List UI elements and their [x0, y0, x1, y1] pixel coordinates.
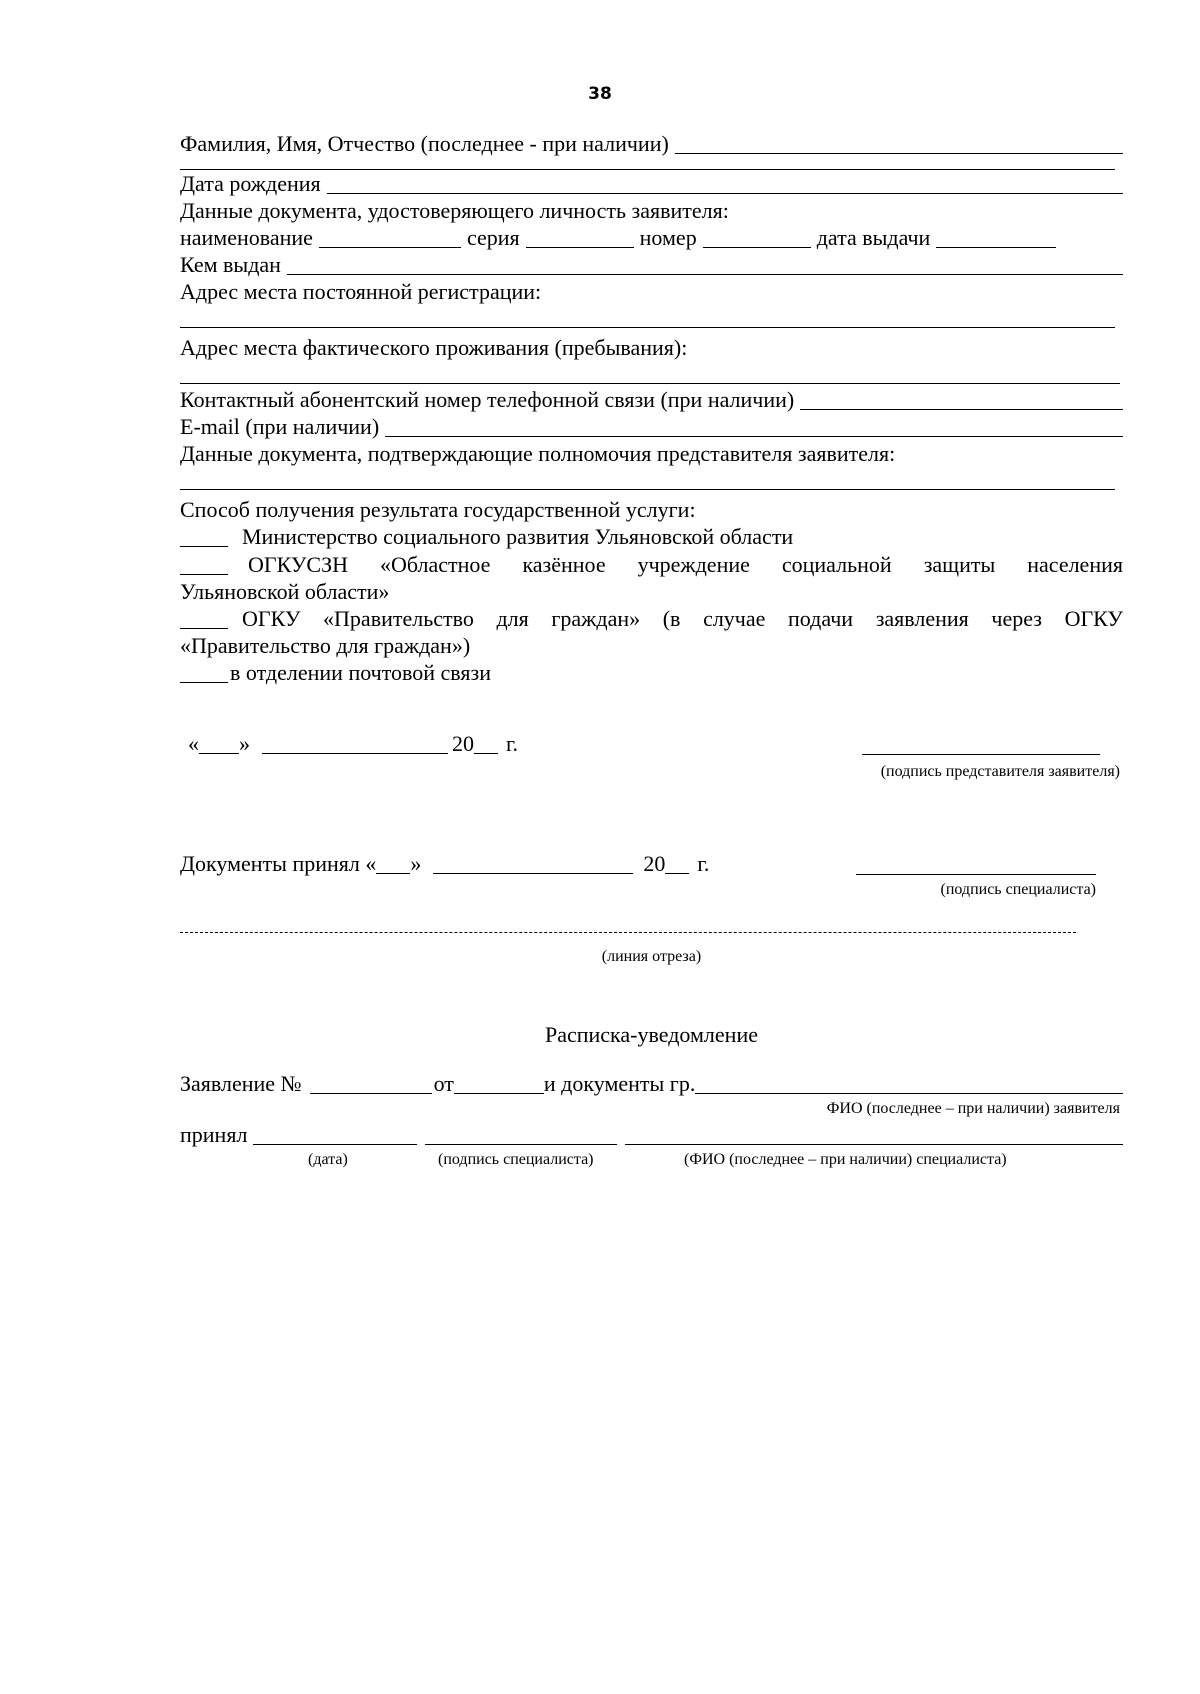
notice-title: Расписка-уведомление — [544, 1022, 758, 1047]
fio-label: Фамилия, Имя, Отчество (последнее - при наличии) — [180, 131, 669, 156]
option-government-label-2-row — [180, 632, 1123, 659]
doc-series-label: серия — [466, 225, 520, 250]
accepted-label: Документы принял « — [180, 851, 377, 876]
receipt-option-ministry — [180, 523, 1123, 550]
receipt-method-title: Способ получения результата государственной услуги: — [180, 497, 696, 522]
option-government-label-2: «Правительство для граждан») — [180, 633, 471, 658]
option-ogkuszn-checkbox[interactable] — [180, 554, 228, 575]
page-number: 38 — [588, 84, 612, 104]
receipt-option-ogkuszn — [180, 551, 1123, 605]
date-year-field[interactable] — [474, 733, 498, 754]
reg-address-label: Адрес места постоянной регистрации: — [180, 279, 542, 304]
application-number-field[interactable] — [310, 1073, 432, 1094]
id-doc-row — [180, 224, 1123, 251]
date-day-field[interactable] — [199, 733, 239, 754]
option-ministry-label: Министерство социального развития Ульяновской области — [242, 524, 794, 549]
phone-row — [180, 386, 1123, 413]
reg-address-heading — [180, 278, 1123, 305]
doc-issue-date-label: дата выдачи — [816, 225, 931, 250]
application-date-field[interactable] — [454, 1073, 544, 1094]
doc-number-field[interactable] — [703, 227, 811, 248]
specialist-signature-field[interactable] — [856, 874, 1096, 875]
cut-line-caption: (линия отреза) — [601, 948, 702, 965]
issued-by-field[interactable] — [287, 254, 1123, 275]
notice-signature-caption: (подпись специалиста) — [438, 1151, 594, 1168]
receipt-option-post — [180, 659, 1123, 686]
accepted-day-field[interactable] — [376, 853, 410, 874]
notice-date-caption: (дата) — [308, 1151, 348, 1168]
birth-date-field[interactable] — [327, 173, 1123, 194]
application-form — [180, 130, 1123, 1172]
phone-field[interactable] — [800, 389, 1123, 410]
accepted-year-prefix: 20 — [643, 851, 666, 876]
date-quote-close: » — [239, 731, 250, 756]
applicant-fio-caption: ФИО (последнее – при наличии) заявителя — [826, 1100, 1120, 1117]
notice-signature-field[interactable] — [425, 1124, 617, 1145]
cut-line — [180, 932, 1076, 933]
option-post-checkbox[interactable] — [180, 662, 228, 683]
birth-row — [180, 170, 1123, 197]
applicant-fio-field[interactable] — [695, 1073, 1123, 1094]
rep-doc-field[interactable] — [180, 489, 1115, 490]
accepted-year-field[interactable] — [665, 853, 689, 874]
option-government-checkbox[interactable] — [180, 608, 228, 629]
actual-address-heading — [180, 334, 1123, 361]
signature-block — [180, 730, 1123, 790]
receipt-option-government — [180, 605, 1123, 659]
actual-address-field[interactable] — [180, 383, 1120, 384]
doc-issue-date-field[interactable] — [936, 227, 1056, 248]
rep-signature-caption: (подпись представителя заявителя) — [880, 763, 1120, 780]
notice-accepted-label: принял — [180, 1122, 248, 1147]
receipt-method-heading — [180, 496, 1123, 523]
date-year-prefix: 20 — [452, 731, 474, 756]
birth-label: Дата рождения — [180, 171, 321, 196]
reg-address-field[interactable] — [180, 327, 1115, 328]
date-year-suffix: г. — [506, 731, 519, 756]
email-row — [180, 413, 1123, 440]
accepted-quote-close: » — [410, 851, 422, 876]
application-docs-label: и документы гр. — [543, 1071, 696, 1096]
id-doc-label: Данные документа, удостоверяющего личность заявителя: — [180, 198, 729, 223]
email-label: E-mail (при наличии) — [180, 414, 380, 439]
issued-by-row — [180, 251, 1123, 278]
id-doc-heading — [180, 197, 1123, 224]
application-number-label: Заявление № — [180, 1071, 302, 1096]
doc-name-field[interactable] — [319, 227, 461, 248]
actual-address-label: Адрес места фактического проживания (пребывания): — [180, 335, 688, 360]
option-ogkuszn-label-1: ОГКУСЗН «Областное казённое учреждение социальной защиты населения — [248, 552, 1123, 577]
email-field[interactable] — [385, 416, 1123, 437]
accepted-month-field[interactable] — [433, 853, 633, 874]
rep-signature-field[interactable] — [862, 754, 1100, 755]
acceptance-block — [180, 850, 1123, 910]
rep-doc-label: Данные документа, подтверждающие полномочия представителя заявителя: — [180, 441, 896, 466]
fio-field[interactable] — [675, 133, 1123, 154]
doc-name-label: наименование — [180, 225, 313, 250]
rep-doc-heading — [180, 440, 1123, 467]
date-month-field[interactable] — [262, 733, 448, 754]
specialist-signature-caption: (подпись специалиста) — [940, 881, 1096, 898]
option-post-label: в отделении почтовой связи — [230, 660, 491, 685]
option-ogkuszn-label-2: Ульяновской области» — [180, 579, 390, 604]
doc-number-label: номер — [639, 225, 697, 250]
notice-captions-row — [180, 1150, 1123, 1172]
notice-application-row — [180, 1070, 1123, 1097]
notice-accepted-row — [180, 1121, 1123, 1148]
doc-series-field[interactable] — [526, 227, 634, 248]
fio-row — [180, 130, 1123, 157]
option-ministry-checkbox[interactable] — [180, 526, 228, 547]
option-ogkuszn-label-2-row — [180, 578, 1123, 605]
date-quote-open: « — [188, 731, 199, 756]
accepted-year-suffix: г. — [697, 851, 710, 876]
notice-specialist-fio-field[interactable] — [625, 1124, 1123, 1145]
phone-label: Контактный абонентский номер телефонной связи (при наличии) — [180, 387, 795, 412]
application-from-label: от — [433, 1071, 454, 1096]
notice-specialist-fio-caption: (ФИО (последнее – при наличии) специалиста) — [684, 1151, 1007, 1168]
issued-by-label: Кем выдан — [180, 252, 281, 277]
option-government-label-1: ОГКУ «Правительство для граждан» (в случае подачи заявления через ОГКУ — [242, 606, 1123, 631]
notice-date-field[interactable] — [253, 1124, 417, 1145]
